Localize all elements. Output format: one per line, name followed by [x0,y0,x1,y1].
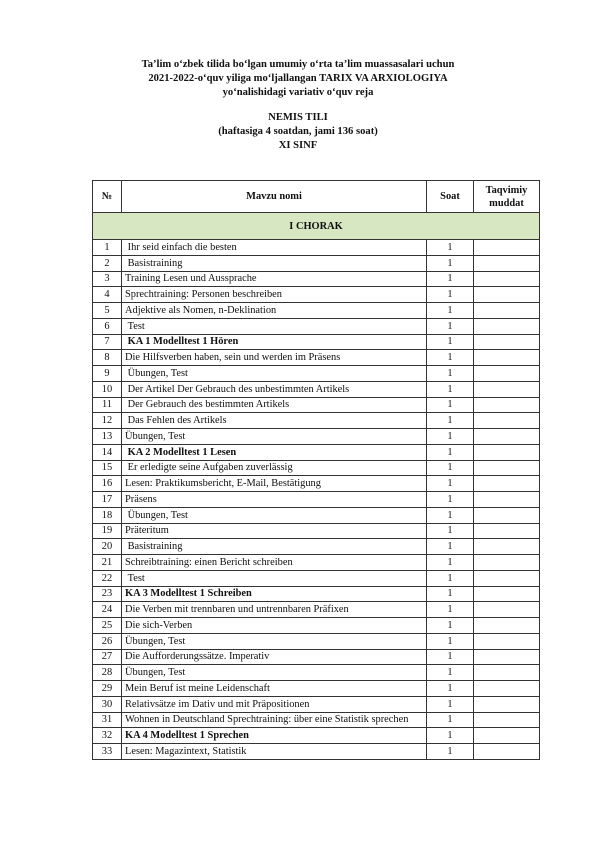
table-row [93,602,540,618]
row-number: 2 [93,255,122,271]
row-topic: Der Artikel Der Gebrauch des unbestimmten Artikels [122,381,427,397]
table-row [93,366,540,382]
row-date [474,507,540,523]
row-hours: 1 [427,429,474,445]
col-hours-header: Soat [427,181,474,213]
row-date [474,240,540,256]
row-hours: 1 [427,240,474,256]
row-hours: 1 [427,649,474,665]
row-hours: 1 [427,618,474,634]
row-date [474,460,540,476]
row-number: 8 [93,350,122,366]
grade-title: XI SINF [278,140,318,151]
row-number: 3 [93,271,122,287]
row-topic: Basistraining [122,255,427,271]
col-topic-header: Mavzu nomi [122,181,427,213]
header-line-3: yo‘nalishidagi variativ o‘quv reja [222,87,374,98]
row-hours: 1 [427,476,474,492]
table-row [93,318,540,334]
row-number: 19 [93,523,122,539]
row-date [474,318,540,334]
row-hours: 1 [427,287,474,303]
row-number: 20 [93,539,122,555]
row-hours: 1 [427,381,474,397]
document-header [0,58,596,153]
row-hours: 1 [427,460,474,476]
row-topic: Mein Beruf ist meine Leidenschaft [122,681,427,697]
row-topic: Präsens [122,492,427,508]
row-topic: Training Lesen und Aussprache [122,271,427,287]
table-row [93,271,540,287]
row-number: 15 [93,460,122,476]
row-hours: 1 [427,303,474,319]
row-date [474,586,540,602]
row-topic: KA 2 Modelltest 1 Lesen [122,444,427,460]
row-date [474,523,540,539]
row-hours: 1 [427,555,474,571]
row-hours: 1 [427,696,474,712]
table-row [93,523,540,539]
row-number: 13 [93,429,122,445]
row-topic: Basistraining [122,539,427,555]
row-hours: 1 [427,492,474,508]
table-row [93,255,540,271]
row-hours: 1 [427,413,474,429]
row-number: 28 [93,665,122,681]
row-topic: Präteritum [122,523,427,539]
row-number: 11 [93,397,122,413]
table-header-row [93,181,540,213]
row-topic: Schreibtraining: einen Bericht schreiben [122,555,427,571]
row-date [474,255,540,271]
table-row [93,381,540,397]
row-topic: Lesen: Magazintext, Statistik [122,744,427,760]
row-hours: 1 [427,712,474,728]
row-date [474,381,540,397]
row-topic: Die Verben mit trennbaren und untrennbaren Präfixen [122,602,427,618]
row-topic: KA 1 Modelltest 1 Hören [122,334,427,350]
table-row [93,681,540,697]
table-row [93,649,540,665]
row-date [474,633,540,649]
row-topic: Test [122,570,427,586]
row-topic: Lesen: Praktikumsbericht, E-Mail, Bestätigung [122,476,427,492]
row-topic: Übungen, Test [122,665,427,681]
table-row [93,287,540,303]
row-hours: 1 [427,570,474,586]
row-hours: 1 [427,665,474,681]
row-number: 7 [93,334,122,350]
row-hours: 1 [427,271,474,287]
row-number: 17 [93,492,122,508]
row-date [474,397,540,413]
row-hours: 1 [427,318,474,334]
row-date [474,618,540,634]
table-row [93,728,540,744]
row-number: 1 [93,240,122,256]
row-date [474,287,540,303]
row-topic: Adjektive als Nomen, n-Deklination [122,303,427,319]
row-hours: 1 [427,255,474,271]
row-hours: 1 [427,444,474,460]
row-hours: 1 [427,397,474,413]
row-number: 25 [93,618,122,634]
row-hours: 1 [427,744,474,760]
row-hours: 1 [427,334,474,350]
row-date [474,271,540,287]
row-number: 18 [93,507,122,523]
row-hours: 1 [427,602,474,618]
row-date [474,350,540,366]
table-row [93,507,540,523]
row-hours: 1 [427,681,474,697]
col-date-header: Taqvimiy muddat [474,181,540,213]
row-date [474,696,540,712]
row-date [474,413,540,429]
row-number: 33 [93,744,122,760]
row-number: 24 [93,602,122,618]
row-number: 26 [93,633,122,649]
row-date [474,744,540,760]
table-row [93,460,540,476]
row-number: 14 [93,444,122,460]
table-row [93,696,540,712]
row-date [474,555,540,571]
table-body [93,240,540,760]
table-row [93,586,540,602]
row-topic: Die Hilfsverben haben, sein und werden im Präsens [122,350,427,366]
table-row [93,303,540,319]
curriculum-table [92,180,540,760]
row-number: 23 [93,586,122,602]
row-hours: 1 [427,507,474,523]
row-date [474,303,540,319]
table-row [93,492,540,508]
row-date [474,728,540,744]
row-number: 16 [93,476,122,492]
row-hours: 1 [427,366,474,382]
row-topic: KA 4 Modelltest 1 Sprechen [122,728,427,744]
table-row [93,397,540,413]
table-row [93,413,540,429]
row-topic: Der Gebrauch des bestimmten Artikels [122,397,427,413]
row-date [474,602,540,618]
row-number: 27 [93,649,122,665]
row-date [474,492,540,508]
table-row [93,476,540,492]
subject-title: NEMIS TILI [268,112,328,123]
row-date [474,476,540,492]
row-number: 10 [93,381,122,397]
table-row [93,633,540,649]
table-row [93,334,540,350]
row-topic: Übungen, Test [122,633,427,649]
row-topic: Ihr seid einfach die besten [122,240,427,256]
row-number: 22 [93,570,122,586]
table-row [93,712,540,728]
row-hours: 1 [427,728,474,744]
row-topic: Test [122,318,427,334]
section-label: I CHORAK [93,213,540,240]
row-number: 5 [93,303,122,319]
row-hours: 1 [427,633,474,649]
row-date [474,570,540,586]
table-row [93,539,540,555]
row-topic: KA 3 Modelltest 1 Schreiben [122,586,427,602]
row-date [474,429,540,445]
row-topic: Er erledigte seine Aufgaben zuverlässig [122,460,427,476]
row-topic: Die sich-Verben [122,618,427,634]
row-topic: Übungen, Test [122,507,427,523]
row-topic: Die Aufforderungssätze. Imperativ [122,649,427,665]
row-topic: Übungen, Test [122,429,427,445]
header-line-1: Ta’lim o‘zbek tilida bo‘lgan umumiy o‘rta ta’lim muassasalari uchun [141,59,455,70]
row-hours: 1 [427,539,474,555]
row-topic: Wohnen in Deutschland Sprechtraining: über eine Statistik sprechen [122,712,427,728]
table-row [93,444,540,460]
header-line-2: 2021-2022-o‘quv yiliga mo‘ljallangan TARIX VA ARXIOLOGIYA [148,73,448,84]
row-topic: Relativsätze im Dativ und mit Präpositionen [122,696,427,712]
row-hours: 1 [427,350,474,366]
row-date [474,665,540,681]
row-hours: 1 [427,586,474,602]
row-number: 21 [93,555,122,571]
row-number: 29 [93,681,122,697]
table-row [93,744,540,760]
row-number: 31 [93,712,122,728]
row-date [474,444,540,460]
row-number: 32 [93,728,122,744]
row-topic: Das Fehlen des Artikels [122,413,427,429]
col-number-header: № [93,181,122,213]
table-row [93,618,540,634]
row-date [474,681,540,697]
row-number: 9 [93,366,122,382]
row-date [474,539,540,555]
table-row [93,570,540,586]
row-topic: Sprechtraining: Personen beschreiben [122,287,427,303]
row-hours: 1 [427,523,474,539]
section-row [93,213,540,240]
row-date [474,712,540,728]
table-row [93,665,540,681]
row-date [474,649,540,665]
table-row [93,240,540,256]
row-number: 4 [93,287,122,303]
hours-info: (haftasiga 4 soatdan, jami 136 soat) [218,126,378,137]
table-row [93,555,540,571]
table-row [93,350,540,366]
table-row [93,429,540,445]
row-number: 6 [93,318,122,334]
row-number: 12 [93,413,122,429]
row-date [474,366,540,382]
row-date [474,334,540,350]
row-topic: Übungen, Test [122,366,427,382]
row-number: 30 [93,696,122,712]
